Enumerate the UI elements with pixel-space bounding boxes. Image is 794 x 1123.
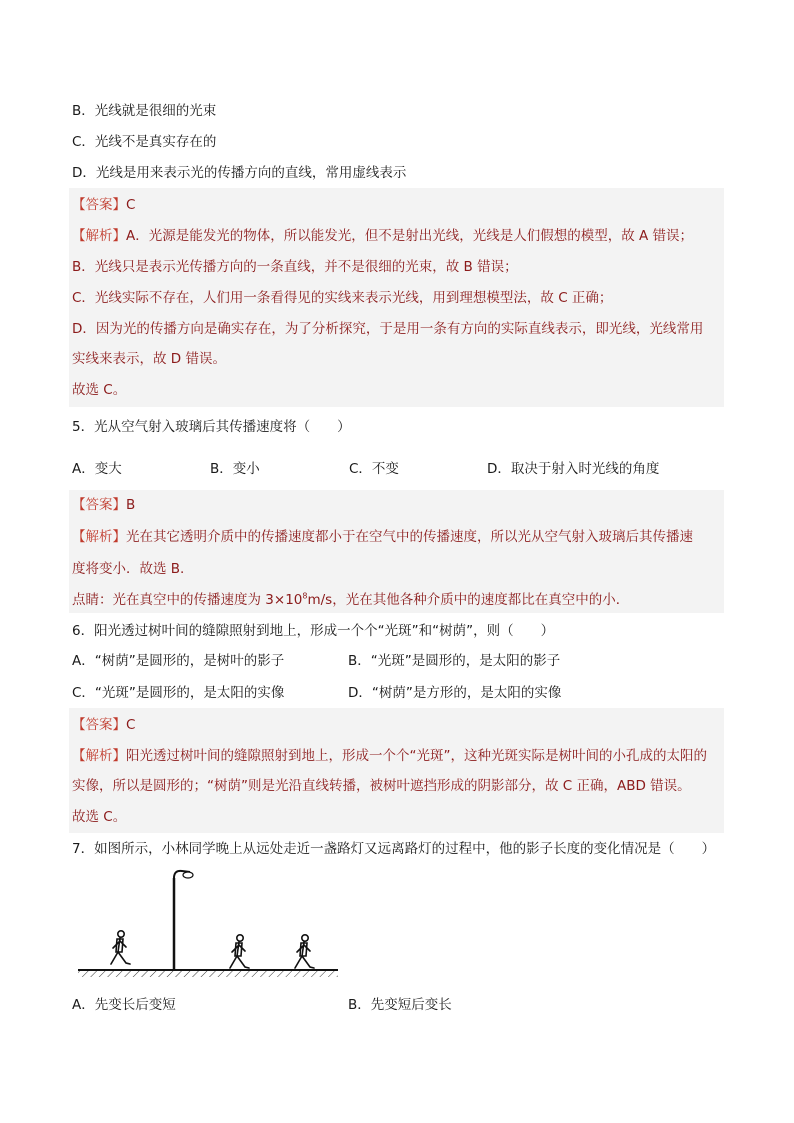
q5-option-d: D．取决于射入时光线的角度	[487, 461, 660, 477]
q7-option-a: A．先变长后变短	[72, 997, 176, 1013]
q6-option-a: A．“树荫”是圆形的，是树叶的影子	[72, 653, 285, 669]
q5-note: 点睛：光在真空中的传播速度为 $3\times 10^8m/s$，光在其他各种介质中的速度都比在真空中的小．	[72, 591, 630, 608]
analysis-tag: 【解析】	[72, 228, 126, 244]
exponent: 8	[302, 591, 308, 601]
q4-option-b: B．光线就是很细的光束	[72, 103, 217, 119]
analysis-text: 阳光透过树叶间的缝隙照射到地上，形成一个个“光斑”，这种光斑实际是树叶间的小孔成的太阳的	[126, 748, 707, 764]
q6-answer-block	[69, 708, 724, 833]
answer-value: C	[126, 717, 136, 733]
q4-answer-block	[69, 188, 724, 407]
q6-option-c: C．“光斑”是圆形的，是太阳的实像	[72, 685, 285, 701]
q6-analysis-line-1	[72, 747, 707, 765]
q7-stem: 7．如图所示，小林同学晚上从远处走近一盏路灯又远离路灯的过程中，他的影子长度的变化情况是（ ）	[72, 841, 716, 857]
q4-option-d: D．光线是用来表示光的传播方向的直线，常用虚线表示	[72, 165, 407, 181]
q4-analysis-line-1	[72, 227, 693, 245]
answer-tag: 【答案】	[72, 197, 126, 213]
q6-analysis-line-2: 实像，所以是圆形的；“树荫”则是光沿直线转播，被树叶遮挡形成的阴影部分，故 C 正确，ABD 错误。	[72, 778, 691, 794]
q4-answer-line	[72, 196, 135, 214]
q5-analysis-line-2: 度将变小．故选 B.	[72, 561, 185, 577]
q5-option-c: C．不变	[349, 461, 399, 477]
ground-hatching	[78, 970, 338, 977]
walking-person-icon	[111, 931, 130, 964]
analysis-tag: 【解析】	[72, 529, 126, 545]
q4-analysis-line-3: C．光线实际不存在，人们用一条看得见的实线来表示光线，用到理想模型法，故 C 正确；	[72, 290, 613, 306]
analysis-text: A．光源是能发光的物体，所以能发光，但不是射出光线，光线是人们假想的模型，故 A 错误；	[126, 228, 694, 244]
q6-option-b: B．“光斑”是圆形的，是太阳的影子	[348, 653, 561, 669]
analysis-text: 光在其它透明介质中的传播速度都小于在空气中的传播速度，所以光从空气射入玻璃后其传播速	[126, 529, 693, 545]
q4-option-c: C．光线不是真实存在的	[72, 134, 217, 150]
streetlamp-figure	[74, 866, 342, 986]
q5-stem: 5．光从空气射入玻璃后其传播速度将（ ）	[72, 419, 351, 435]
q5-option-b: B．变小	[210, 461, 260, 477]
q6-option-d: D．“树荫”是方形的，是太阳的实像	[348, 685, 562, 701]
q6-stem: 6．阳光透过树叶间的缝隙照射到地上，形成一个个“光斑”和“树荫”，则（ ）	[72, 623, 555, 639]
q4-analysis-line-5: 实线来表示，故 D 错误。	[72, 351, 226, 367]
q5-option-a: A．变大	[72, 461, 122, 477]
q4-analysis-line-2: B．光线只是表示光传播方向的一条直线，并不是很细的光束，故 B 错误；	[72, 259, 518, 275]
walking-person-icon	[295, 935, 314, 968]
analysis-tag: 【解析】	[72, 748, 126, 764]
q5-answer-line	[72, 496, 135, 514]
q7-option-b: B．先变短后变长	[348, 997, 452, 1013]
answer-value: C	[126, 197, 136, 213]
q4-analysis-line-4: D．因为光的传播方向是确实存在，为了分析探究，于是用一条有方向的实际直线表示，即光线，光线常用	[72, 321, 704, 337]
q6-conclusion: 故选 C。	[72, 809, 127, 825]
q5-answer-block	[69, 490, 724, 613]
answer-tag: 【答案】	[72, 497, 126, 513]
answer-tag: 【答案】	[72, 717, 126, 733]
q4-conclusion: 故选 C。	[72, 382, 127, 398]
answer-value: B	[126, 497, 136, 513]
q5-analysis-line-1	[72, 528, 693, 546]
streetlamp-icon	[174, 871, 193, 970]
q6-answer-line	[72, 716, 135, 734]
walking-person-icon	[230, 935, 249, 968]
